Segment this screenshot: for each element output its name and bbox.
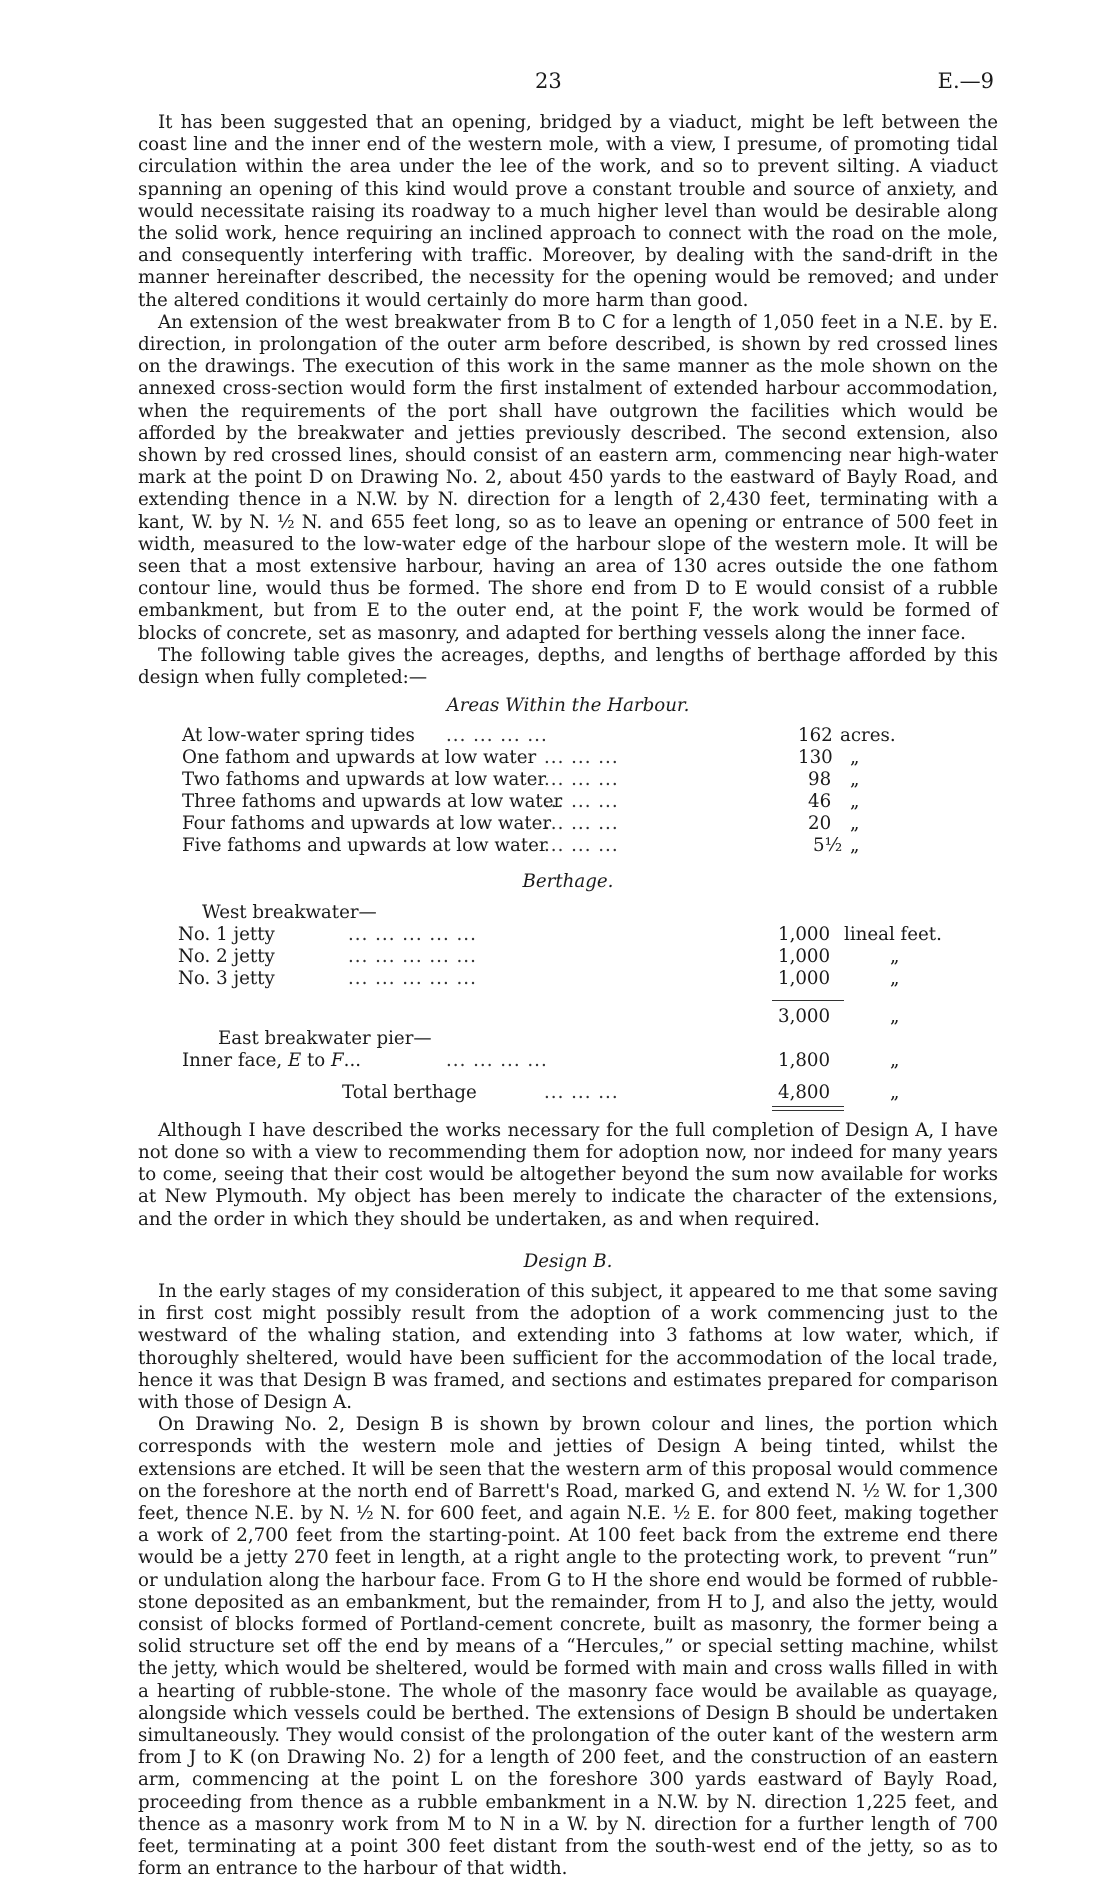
subtotal-rule-row [138,990,998,1006]
row-label: Two fathoms and upwards at low water [182,769,547,791]
paragraph-table-intro: The following table gives the acreages, depths, and lengths of berthage afforded by this design when fully completed:— [138,644,998,689]
table-row [138,924,998,946]
subtotal-rule [772,1000,844,1001]
west-breakwater-heading: West breakwater— [202,901,377,923]
table-row [138,747,998,769]
row-unit: „ [850,813,860,835]
berthage-heading: Berthage. [522,871,614,893]
page-number: 23 [535,69,562,93]
row-value: 162 [798,725,833,747]
row-dots: ... ... ... [544,1081,619,1103]
row-value: 46 [808,791,832,813]
table-row [138,1050,998,1072]
row-dots: ... ... ... ... ... [348,923,477,945]
row-unit: acres. [840,725,896,747]
row-label: No. 1 jetty [178,923,275,945]
row-label: Five fathoms and upwards at low water [182,835,548,857]
row-dots: ... ... ... [544,747,619,769]
row-unit: „ [850,747,860,769]
row-unit: „ [850,835,860,857]
areas-heading: Areas Within the Harbour. [446,695,690,717]
row-unit: „ [890,945,900,967]
row-unit: „ [890,1049,900,1071]
row-label: At low-water spring tides [182,725,415,747]
page-body [138,112,998,1880]
row-unit: „ [890,1081,900,1103]
row-label: No. 3 jetty [178,967,275,989]
paragraph-viaduct: It has been suggested that an opening, bridged by a viaduct, might be left between the coast line and the inner end of the western mole, with a view, I presume, of promoting tidal circulation within the area under the lee of the work, and so to prevent silting. A viaduct spanning an opening of this kind would prove a constant trouble and source of anxiety, and would necessitate raising its roadway to a much higher level than would be desirable along the solid work, hence requiring an inclined approach to connect with the road on the mole, and consequently interfering with traffic. Moreover, by dealing with the sand-drift in the manner hereinafter described, the necessity for the opening would be removed; and under the altered conditions it would certainly do more harm than good. [138,112,998,311]
berthage-table [138,902,998,1112]
row-dots: ... ... ... ... [446,1049,548,1071]
table-row [138,835,998,857]
document-reference: E.—9 [937,69,994,93]
paragraph-design-b-details: On Drawing No. 2, Design B is shown by brown colour and lines, the portion which corresponds with the western mole and jetties of Design A being tinted, whilst the extensions are etched. It will be seen that the western arm of this proposal would commence on the foreshore at the north end of Barrett's Road, marked G, and extend N. ½ W. for 1,300 feet, thence N.E. by N. ½ N. for 600 feet, and again N.E. ½ E. for 800 feet, making together a work of 2,700 feet from the starting-point. At 100 feet back from the extreme end there would be a jetty 270 feet in length, at a right angle to the protecting work, to prevent “run” or undulation along the harbour face. From G to H the shore end would be formed of rubble-stone deposited as an embankment, but the remainder, from H to J, and also the jetty, would consist of blocks formed of Portland-cement concrete, built as masonry, the former being a solid structure set off the end by means of a “Hercules,” or special setting machine, whilst the jetty, which would be sheltered, would be formed with main and cross walls filled in with a hearting of rubble-stone. The whole of the masonry face would be available as quayage, alongside which vessels could be berthed. The extensions of Design B should be undertaken simultaneously. They would consist of the prolongation of the outer kant of the western arm from J to K (on Drawing No. 2) for a length of 200 feet, and the construction of an eastern arm, commencing at the point L on the foreshore 300 yards eastward of Bayly Road, proceeding from thence as a rubble embankment in a N.W. by N. direction 1,225 feet, and thence as a masonry work from M to N in a W. by N. direction for a further length of 700 feet, terminating at a point 300 feet distant from the south-west end of the jetty, so as to form an entrance to the harbour of that width. [138,1414,998,1880]
total-rule-row [138,1104,998,1112]
row-dots: ... ... ... [544,791,619,813]
east-breakwater-heading: East breakwater pier— [218,1027,432,1049]
row-dots: ... ... ... [544,769,619,791]
row-unit: lineal feet. [844,923,942,945]
row-value: 20 [808,813,832,835]
subtotal-row [138,1006,998,1028]
table-row [138,725,998,747]
row-label: Inner face, E to F... [182,1049,362,1071]
row-unit: „ [850,769,860,791]
table-row [138,813,998,835]
row-unit: „ [890,1005,900,1027]
table-row [138,946,998,968]
page-header [0,70,1114,98]
row-value: 3,000 [778,1005,831,1027]
row-unit: „ [890,967,900,989]
row-label: Three fathoms and upwards at low water [182,791,563,813]
row-dots: ... ... ... ... ... [348,945,477,967]
total-row [138,1082,998,1104]
table-row [138,769,998,791]
total-double-rule [772,1106,844,1111]
paragraph-design-b-intro: In the early stages of my consideration of this subject, it appeared to me that some saving in first cost might possibly result from the adoption of a work commencing just to the westward of the whaling station, and extending into 3 fathoms at low water, which, if thoroughly sheltered, would have been sufficient for the accommodation of the local trade, hence it was that Design B was framed, and sections and estimates prepared for comparison with those of Design A. [138,1280,998,1413]
row-value: 130 [798,747,833,769]
row-value: 4,800 [778,1081,831,1103]
row-value: 1,000 [778,923,831,945]
row-dots: ... ... ... ... ... [348,967,477,989]
design-b-heading: Design B. [523,1250,613,1272]
table-row [138,968,998,990]
row-label: One fathom and upwards at low water [182,747,537,769]
row-label: No. 2 jetty [178,945,275,967]
paragraph-design-a-summary: Although I have described the works necessary for the full completion of Design A, I have not done so with a view to recommending them for adoption now, nor indeed for many years to come, seeing that their cost would be altogether beyond the sum now available for works at New Plymouth. My object has been merely to indicate the character of the extensions, and the order in which they should be undertaken, as and when required. [138,1119,998,1230]
row-value: 5½ [813,835,843,857]
paragraph-extension: An extension of the west breakwater from B to C for a length of 1,050 feet in a N.E. by E. direction, in prolongation of the outer arm before described, is shown by red crossed lines on the drawings. The execution of this work in the same manner as the mole shown on the annexed cross-section would form the first instalment of extended harbour accommodation, when the requirements of the port shall have outgrown the facilities which would be afforded by the breakwater and jetties previously described. The second extension, also shown by red crossed lines, should consist of an eastern arm, commencing near high-water mark at the point D on Drawing No. 2, about 450 yards to the eastward of Bayly Road, and extending thence in a N.W. by N. direction for a length of 2,430 feet, terminating with a kant, W. by N. ½ N. and 655 feet long, so as to leave an opening or entrance of 500 feet in width, measured to the low-water edge of the harbour slope of the western mole. It will be seen that a most extensive harbour, having an area of 130 acres outside the one fathom contour line, would thus be formed. The shore end from D to E would consist of a rubble embankment, but from E to the outer end, at the point F, the work would be formed of blocks of concrete, set as masonry, and adapted for berthing vessels along the inner face. [138,311,998,644]
row-value: 1,000 [778,945,831,967]
row-dots: ... ... ... [544,835,619,857]
row-value: 1,000 [778,967,831,989]
row-value: 1,800 [778,1049,831,1071]
row-unit: „ [850,791,860,813]
row-label: Four fathoms and upwards at low water [182,813,552,835]
areas-table [138,725,998,857]
row-value: 98 [808,769,832,791]
row-dots: ... ... ... ... [446,725,548,747]
row-dots: ... ... ... [544,813,619,835]
table-row [138,791,998,813]
row-label: Total berthage [342,1081,477,1103]
